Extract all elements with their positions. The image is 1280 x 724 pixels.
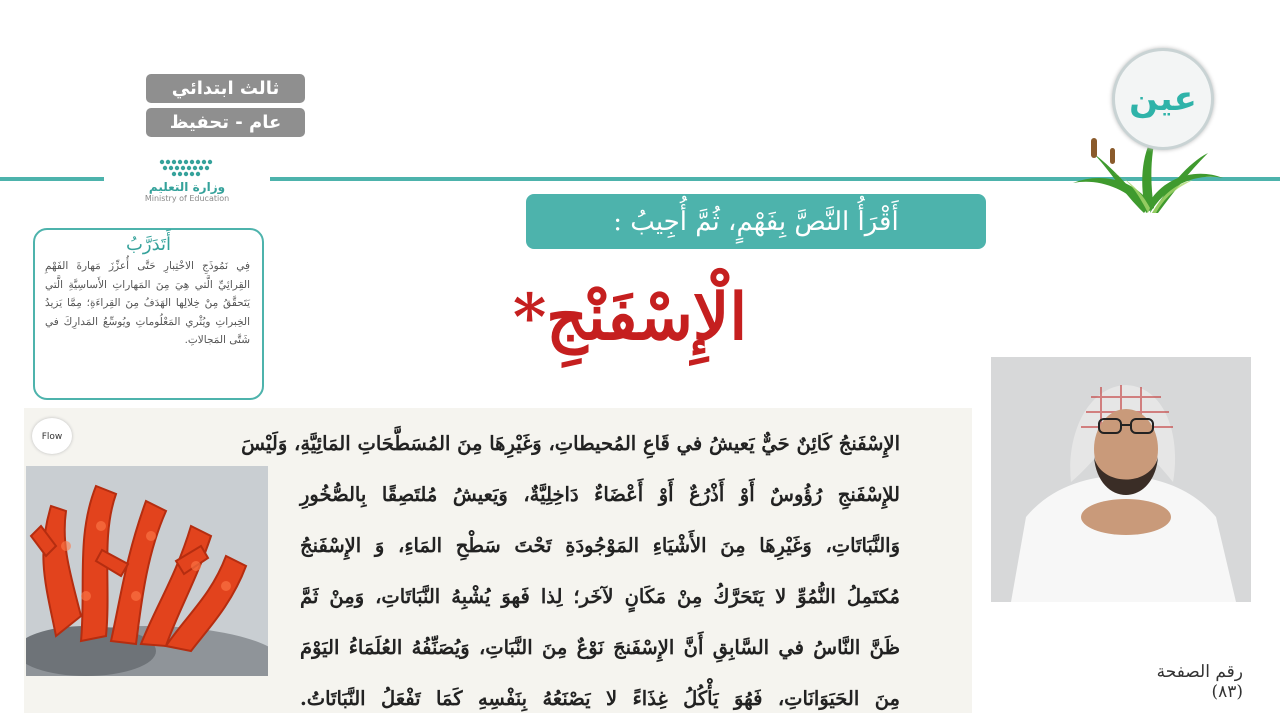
channel-logo bbox=[1112, 48, 1214, 150]
channel-logo-text: عين bbox=[1129, 79, 1197, 119]
presenter-figure bbox=[991, 357, 1251, 602]
sponge-image bbox=[26, 466, 268, 676]
paragraph-line: للإِسْفَنجِ رُؤُوسٌ أَوْ أَذْرُعٌ أَوْ أَعْضَاءٌ دَاخِلِيَّةٌ، وَيَعيشُ مُلتَصِقًا بِالصُّخُورِ bbox=[300, 483, 900, 506]
ministry-emblem-icon bbox=[156, 156, 218, 182]
paragraph-line: وَالنَّبَاتَاتِ، وَغَيْرِهَا مِنَ الأَشْيَاءِ المَوْجُودَةِ تَحْتَ سَطْحِ المَاءِ، وَ الإِسْفَنجُ bbox=[300, 534, 900, 557]
ministry-name-ar: وزارة التعليم bbox=[148, 180, 226, 194]
track-badge: عام - تحفيظ bbox=[146, 108, 305, 137]
practice-title: أَتَدَرَّبُ bbox=[125, 234, 172, 255]
ministry-name-en: Ministry of Education bbox=[144, 194, 230, 203]
presenter-video bbox=[991, 357, 1251, 602]
instruction-banner: أَقْرَأُ النَّصَّ بِفَهْمٍ، ثُمَّ أُجِيبُ : bbox=[526, 194, 986, 249]
paragraph-line: مُكتَمِلُ النُّمُوِّ لا يَتَحَرَّكُ مِنْ مَكَانٍ لآخَر؛ لِذا فَهوَ يُشْبِهُ النَّبَاتَاتِ، وَمِنْ ثَمَّ bbox=[300, 585, 900, 608]
ministry-logo bbox=[104, 150, 270, 224]
lesson-title: الْإِسْفَنْجِ* bbox=[512, 280, 748, 355]
paragraph-line: مِنَ الحَيَوَانَاتِ، فَهُوَ يَأْكُلُ غِذَاءً لا يَصْنَعُهُ بِنَفْسِهِ كَمَا تَفْعَلُ النَّبَاتَاتُ. bbox=[300, 687, 900, 710]
sponge-illustration bbox=[26, 466, 268, 676]
flow-label: Flow bbox=[41, 432, 63, 442]
page-number: رقم الصفحة (٨٣) bbox=[1156, 662, 1243, 702]
flow-button[interactable] bbox=[32, 418, 72, 454]
paragraph-line: ظَنَّ النَّاسُ في السَّابِقِ أَنَّ الإِسْفَنجَ نَوْعٌ مِنَ النَّبَاتِ، وَيُصَنِّفُهُ العُلَمَاءُ اليَوْمَ bbox=[300, 636, 900, 659]
grade-badge: ثالث ابتدائي bbox=[146, 74, 305, 103]
lesson-paragraph bbox=[241, 418, 900, 724]
paragraph-line: الإِسْفَنجُ كَائِنٌ حَيٌّ يَعيشُ في قَاعِ المُحيطاتِ، وَغَيْرِهَا مِنَ المُسَطَّحَاتِ المَائِيَّةِ، وَلَيْسَ bbox=[241, 432, 900, 455]
practice-text: فِي نَمُوذَجِ الاخْتِبارِ حَتَّى أُعزِّزَ مَهارةَ الفَهْمِ القِرائِيِّ الَّتي هِيَ مِنَ المَهاراتِ الأَساسِيَّةِ الَّتي يَتَحقَّقُ مِنْ خِلالِها الهَدَفُ مِنَ القِراءَةِ؛ مِمَّا يَزيدُ الخِبراتِ ويُثْري المَعْلُوماتِ ويُوسِّعُ المَدارِكَ في شَتَّى المَجالاتِ. bbox=[45, 260, 250, 346]
practice-box bbox=[33, 228, 264, 400]
